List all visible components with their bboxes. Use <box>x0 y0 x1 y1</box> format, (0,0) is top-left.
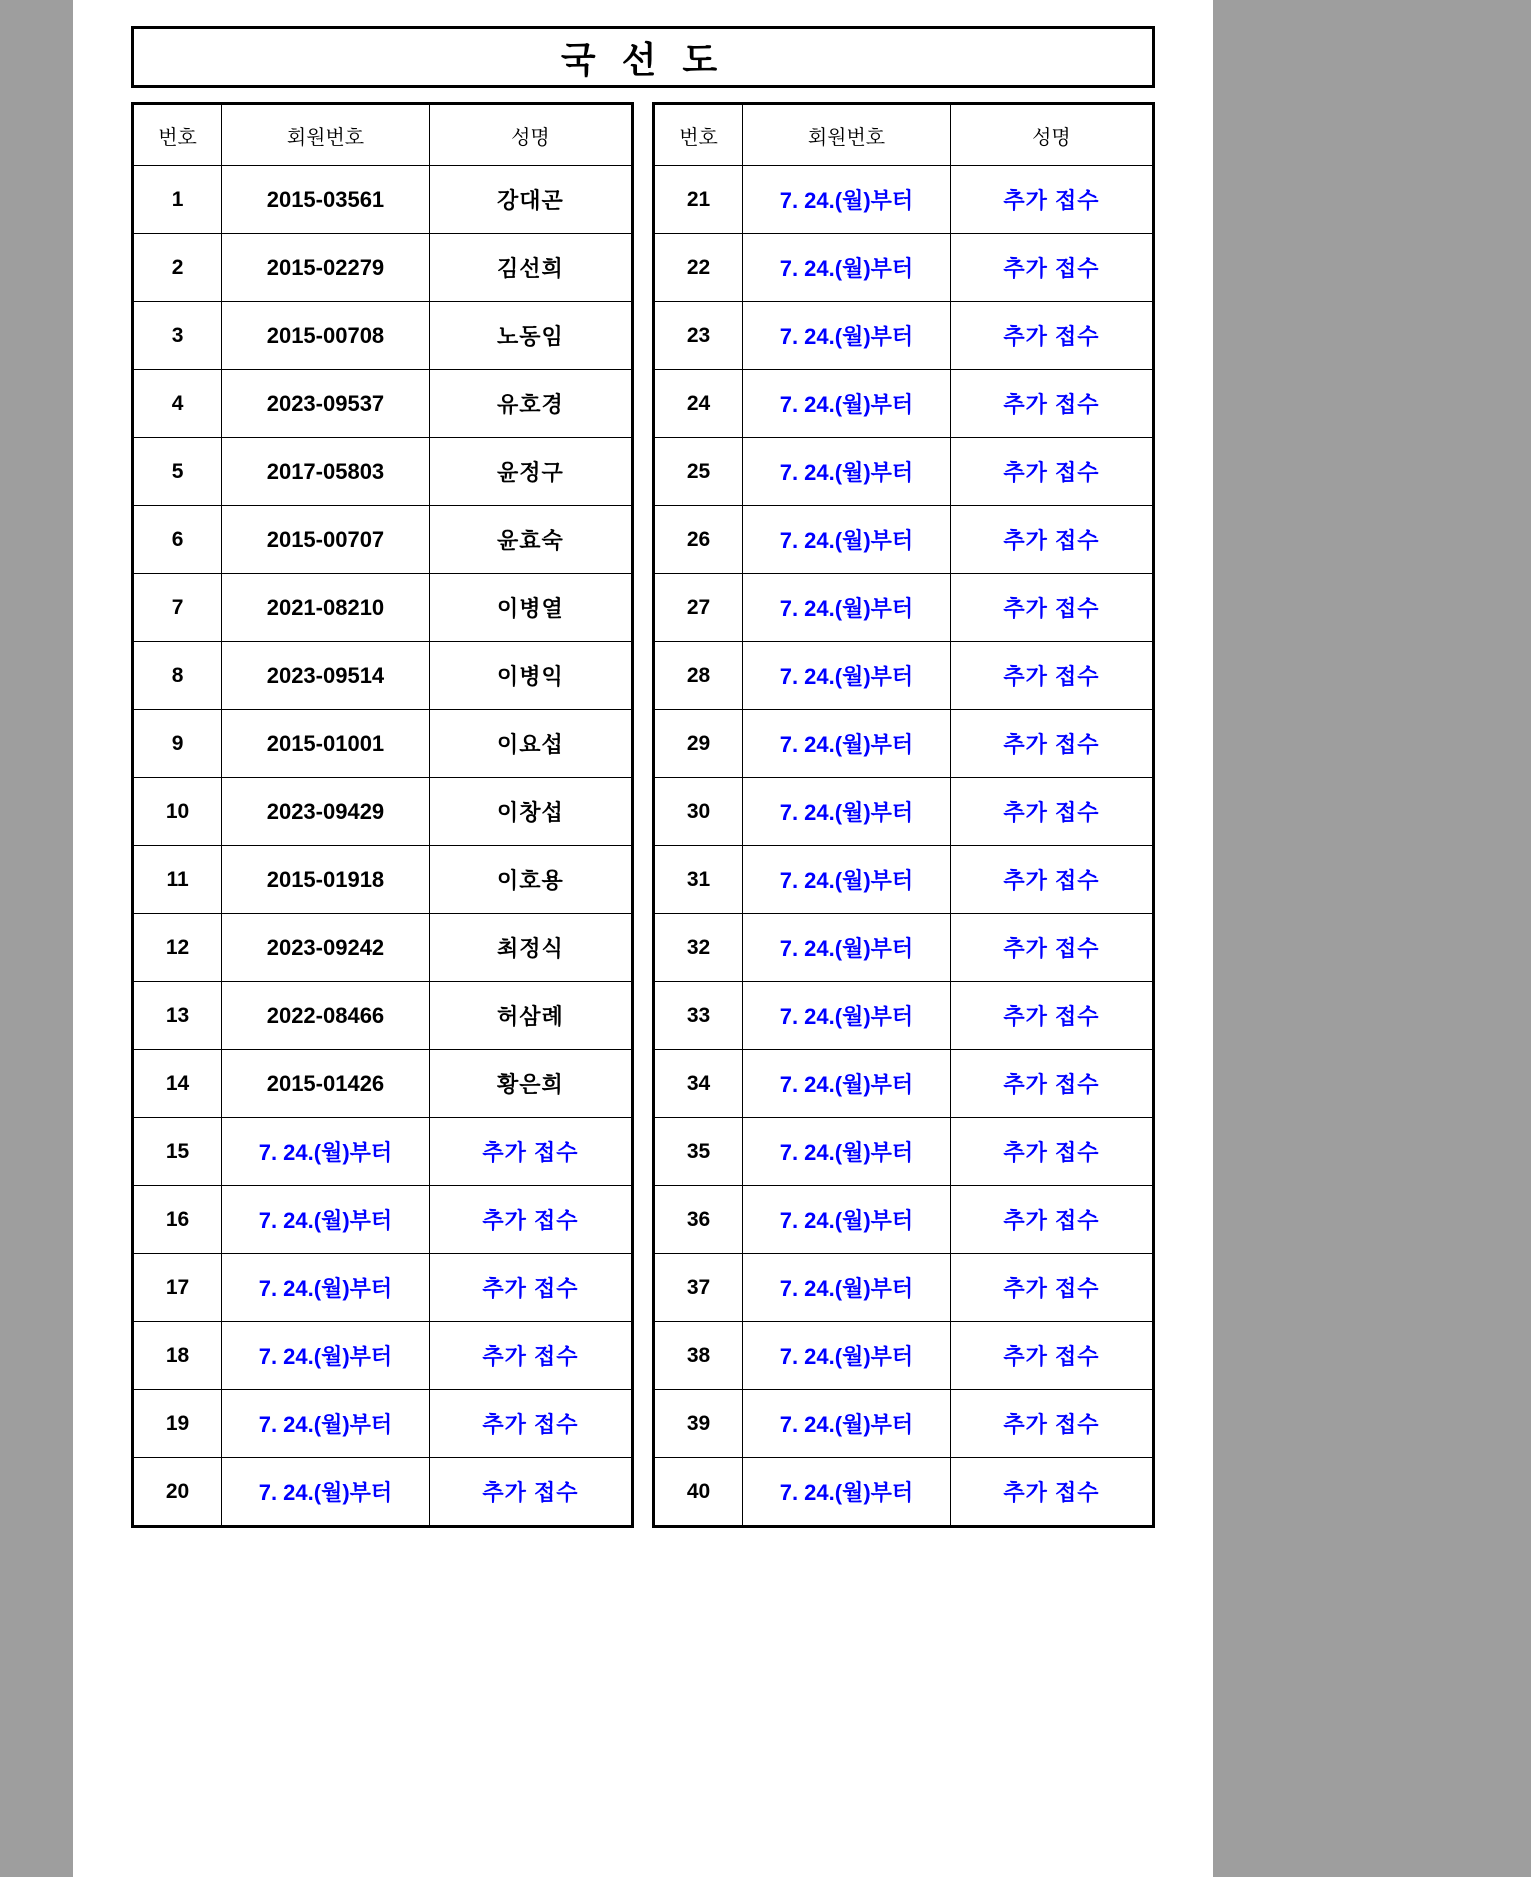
column-header-member-id: 회원번호 <box>222 105 430 166</box>
table-row <box>655 914 1152 982</box>
cell-member-id: 7. 24.(월)부터 <box>222 1390 430 1458</box>
page-title: 국 선 도 <box>560 38 726 80</box>
cell-name: 유호경 <box>429 370 631 438</box>
cell-member-id: 7. 24.(월)부터 <box>743 1390 951 1458</box>
cell-name: 추가 접수 <box>950 302 1152 370</box>
cell-member-id: 7. 24.(월)부터 <box>743 982 951 1050</box>
table-row <box>134 1186 631 1254</box>
cell-number: 31 <box>655 846 743 914</box>
cell-name: 이요섭 <box>429 710 631 778</box>
column-header-name: 성명 <box>429 105 631 166</box>
cell-number: 24 <box>655 370 743 438</box>
cell-member-id: 7. 24.(월)부터 <box>222 1458 430 1526</box>
cell-number: 36 <box>655 1186 743 1254</box>
right-table-body <box>655 166 1152 1526</box>
cell-member-id: 7. 24.(월)부터 <box>743 1118 951 1186</box>
table-row <box>655 1254 1152 1322</box>
cell-name: 황은희 <box>429 1050 631 1118</box>
table-row <box>655 166 1152 234</box>
cell-member-id: 7. 24.(월)부터 <box>743 234 951 302</box>
cell-number: 12 <box>134 914 222 982</box>
cell-member-id: 2015-00708 <box>222 302 430 370</box>
table-row <box>134 1118 631 1186</box>
cell-member-id: 7. 24.(월)부터 <box>743 914 951 982</box>
cell-member-id: 7. 24.(월)부터 <box>222 1186 430 1254</box>
cell-name: 추가 접수 <box>429 1390 631 1458</box>
table-row <box>134 710 631 778</box>
cell-number: 34 <box>655 1050 743 1118</box>
cell-member-id: 2015-00707 <box>222 506 430 574</box>
cell-member-id: 2015-01918 <box>222 846 430 914</box>
table-header-row <box>655 105 1152 166</box>
table-row <box>134 1390 631 1458</box>
cell-member-id: 2021-08210 <box>222 574 430 642</box>
cell-name: 강대곤 <box>429 166 631 234</box>
cell-member-id: 7. 24.(월)부터 <box>743 1254 951 1322</box>
right-roster-table <box>655 105 1152 1525</box>
cell-name: 추가 접수 <box>950 1186 1152 1254</box>
table-row <box>655 506 1152 574</box>
left-table-body <box>134 166 631 1526</box>
cell-number: 3 <box>134 302 222 370</box>
cell-number: 19 <box>134 1390 222 1458</box>
table-row <box>655 1118 1152 1186</box>
table-header-row <box>134 105 631 166</box>
cell-number: 5 <box>134 438 222 506</box>
cell-member-id: 2023-09514 <box>222 642 430 710</box>
cell-number: 40 <box>655 1458 743 1526</box>
table-row <box>134 1050 631 1118</box>
cell-member-id: 2015-03561 <box>222 166 430 234</box>
cell-number: 27 <box>655 574 743 642</box>
cell-number: 39 <box>655 1390 743 1458</box>
table-row <box>134 438 631 506</box>
cell-member-id: 7. 24.(월)부터 <box>743 370 951 438</box>
table-row <box>134 1254 631 1322</box>
table-row <box>134 234 631 302</box>
cell-name: 이창섭 <box>429 778 631 846</box>
cell-number: 14 <box>134 1050 222 1118</box>
cell-member-id: 7. 24.(월)부터 <box>222 1254 430 1322</box>
cell-name: 추가 접수 <box>950 506 1152 574</box>
cell-name: 김선희 <box>429 234 631 302</box>
cell-name: 윤효숙 <box>429 506 631 574</box>
cell-name: 추가 접수 <box>429 1186 631 1254</box>
table-row <box>655 1186 1152 1254</box>
cell-member-id: 7. 24.(월)부터 <box>222 1118 430 1186</box>
table-row <box>134 370 631 438</box>
table-row <box>655 1050 1152 1118</box>
cell-number: 38 <box>655 1322 743 1390</box>
cell-name: 추가 접수 <box>950 778 1152 846</box>
cell-number: 7 <box>134 574 222 642</box>
cell-name: 추가 접수 <box>950 982 1152 1050</box>
cell-name: 최정식 <box>429 914 631 982</box>
cell-member-id: 7. 24.(월)부터 <box>743 710 951 778</box>
table-row <box>655 1458 1152 1526</box>
cell-member-id: 2015-02279 <box>222 234 430 302</box>
table-row <box>655 1390 1152 1458</box>
cell-member-id: 7. 24.(월)부터 <box>743 846 951 914</box>
cell-number: 6 <box>134 506 222 574</box>
cell-name: 추가 접수 <box>950 642 1152 710</box>
cell-member-id: 7. 24.(월)부터 <box>743 302 951 370</box>
cell-number: 11 <box>134 846 222 914</box>
cell-name: 허삼례 <box>429 982 631 1050</box>
cell-number: 15 <box>134 1118 222 1186</box>
cell-number: 17 <box>134 1254 222 1322</box>
cell-number: 25 <box>655 438 743 506</box>
table-row <box>134 506 631 574</box>
cell-name: 노동임 <box>429 302 631 370</box>
cell-member-id: 2023-09537 <box>222 370 430 438</box>
table-row <box>655 1322 1152 1390</box>
table-row <box>655 846 1152 914</box>
cell-number: 20 <box>134 1458 222 1526</box>
table-row <box>134 166 631 234</box>
cell-member-id: 7. 24.(월)부터 <box>743 574 951 642</box>
table-row <box>134 846 631 914</box>
table-row <box>134 642 631 710</box>
cell-number: 35 <box>655 1118 743 1186</box>
cell-member-id: 7. 24.(월)부터 <box>743 506 951 574</box>
cell-name: 추가 접수 <box>950 370 1152 438</box>
cell-name: 추가 접수 <box>950 710 1152 778</box>
table-row <box>134 302 631 370</box>
table-row <box>134 914 631 982</box>
cell-number: 21 <box>655 166 743 234</box>
roster-tables <box>131 102 1155 1528</box>
table-row <box>134 574 631 642</box>
cell-name: 이병익 <box>429 642 631 710</box>
table-row <box>655 778 1152 846</box>
left-table-wrapper <box>131 102 634 1528</box>
cell-name: 윤정구 <box>429 438 631 506</box>
cell-number: 16 <box>134 1186 222 1254</box>
column-header-name: 성명 <box>950 105 1152 166</box>
cell-name: 추가 접수 <box>429 1118 631 1186</box>
cell-member-id: 7. 24.(월)부터 <box>743 1458 951 1526</box>
cell-name: 추가 접수 <box>950 1050 1152 1118</box>
cell-member-id: 7. 24.(월)부터 <box>743 778 951 846</box>
column-header-number: 번호 <box>655 105 743 166</box>
cell-name: 추가 접수 <box>950 166 1152 234</box>
right-table-wrapper <box>652 102 1155 1528</box>
cell-member-id: 2015-01001 <box>222 710 430 778</box>
cell-name: 추가 접수 <box>950 846 1152 914</box>
cell-name: 추가 접수 <box>950 1254 1152 1322</box>
cell-number: 9 <box>134 710 222 778</box>
cell-name: 추가 접수 <box>950 1118 1152 1186</box>
cell-member-id: 7. 24.(월)부터 <box>743 1322 951 1390</box>
sheet-content <box>73 0 1213 1528</box>
cell-member-id: 2023-09429 <box>222 778 430 846</box>
table-row <box>655 642 1152 710</box>
cell-number: 8 <box>134 642 222 710</box>
table-row <box>655 574 1152 642</box>
cell-name: 추가 접수 <box>429 1458 631 1526</box>
cell-number: 10 <box>134 778 222 846</box>
column-header-number: 번호 <box>134 105 222 166</box>
cell-name: 추가 접수 <box>950 438 1152 506</box>
cell-number: 18 <box>134 1322 222 1390</box>
cell-name: 이호용 <box>429 846 631 914</box>
cell-member-id: 2023-09242 <box>222 914 430 982</box>
cell-number: 37 <box>655 1254 743 1322</box>
table-row <box>134 778 631 846</box>
cell-name: 추가 접수 <box>950 234 1152 302</box>
cell-number: 32 <box>655 914 743 982</box>
cell-name: 이병열 <box>429 574 631 642</box>
document-page <box>73 0 1213 1877</box>
cell-number: 33 <box>655 982 743 1050</box>
cell-member-id: 2017-05803 <box>222 438 430 506</box>
cell-member-id: 2022-08466 <box>222 982 430 1050</box>
cell-number: 4 <box>134 370 222 438</box>
cell-name: 추가 접수 <box>950 1322 1152 1390</box>
cell-name: 추가 접수 <box>950 1390 1152 1458</box>
table-row <box>655 302 1152 370</box>
cell-number: 26 <box>655 506 743 574</box>
cell-member-id: 7. 24.(월)부터 <box>743 1050 951 1118</box>
cell-number: 23 <box>655 302 743 370</box>
column-header-member-id: 회원번호 <box>743 105 951 166</box>
cell-member-id: 7. 24.(월)부터 <box>743 642 951 710</box>
title-box <box>131 26 1155 88</box>
cell-number: 30 <box>655 778 743 846</box>
cell-member-id: 7. 24.(월)부터 <box>743 438 951 506</box>
table-row <box>134 1322 631 1390</box>
table-row <box>655 982 1152 1050</box>
cell-member-id: 2015-01426 <box>222 1050 430 1118</box>
cell-name: 추가 접수 <box>950 914 1152 982</box>
cell-number: 22 <box>655 234 743 302</box>
cell-name: 추가 접수 <box>429 1322 631 1390</box>
cell-name: 추가 접수 <box>429 1254 631 1322</box>
cell-number: 2 <box>134 234 222 302</box>
table-row <box>134 982 631 1050</box>
table-row <box>655 438 1152 506</box>
cell-name: 추가 접수 <box>950 1458 1152 1526</box>
cell-name: 추가 접수 <box>950 574 1152 642</box>
cell-number: 28 <box>655 642 743 710</box>
left-roster-table <box>134 105 631 1525</box>
cell-number: 13 <box>134 982 222 1050</box>
cell-member-id: 7. 24.(월)부터 <box>743 1186 951 1254</box>
table-row <box>655 370 1152 438</box>
table-row <box>655 234 1152 302</box>
cell-member-id: 7. 24.(월)부터 <box>743 166 951 234</box>
cell-number: 1 <box>134 166 222 234</box>
table-row <box>134 1458 631 1526</box>
cell-member-id: 7. 24.(월)부터 <box>222 1322 430 1390</box>
table-row <box>655 710 1152 778</box>
cell-number: 29 <box>655 710 743 778</box>
